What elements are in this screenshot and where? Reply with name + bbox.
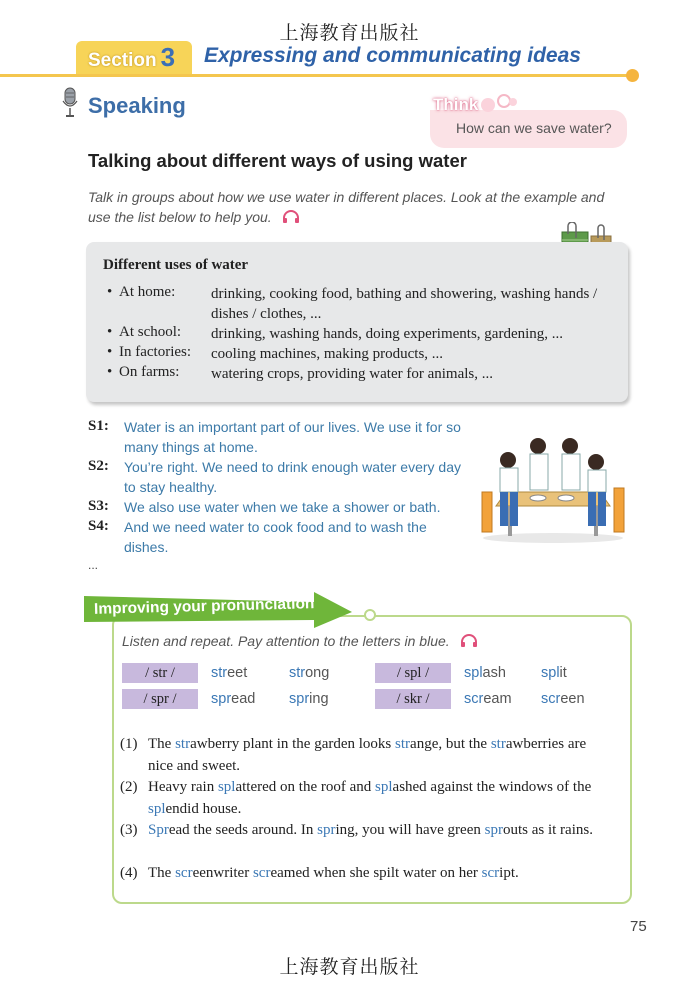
section-label: Section: [88, 50, 157, 71]
uses-place: At home:: [119, 284, 176, 300]
dialogue-line: You’re right. We need to drink enough water every day to stay healthy.: [124, 459, 461, 495]
page-number: 75: [630, 918, 647, 935]
think-label: Think: [433, 95, 479, 114]
uses-text: watering crops, providing water for animals, ...: [211, 366, 494, 382]
dialogue-line: We also use water when we take a shower or bath.: [124, 499, 441, 515]
section-number: 3: [160, 42, 176, 72]
speaker-label: S3:: [88, 498, 109, 514]
practice-sentence: (3) Spread the seeds around. In spring, you will have green sprouts as it rains.: [120, 822, 593, 838]
ellipsis: ...: [88, 558, 99, 572]
students-illustration: [478, 430, 628, 545]
speaker-label: S1:: [88, 418, 109, 434]
dialogue-line: Water is an important part of our lives. We use it for so many things at home.: [124, 419, 461, 455]
headphones-icon[interactable]: [282, 210, 300, 224]
example-word: spread: [211, 691, 256, 707]
speaker-label: S2:: [88, 458, 109, 474]
example-word: screen: [541, 691, 585, 707]
uses-item: • At home: drinking, cooking food, bathing and showering, washing hands / dishes / clothes, ...: [107, 284, 607, 324]
speaker-label: S4:: [88, 518, 109, 534]
sound-chip: / str /: [122, 663, 198, 683]
example-word: splash: [464, 665, 506, 681]
uses-item: • On farms: watering crops, providing water for animals, ...: [107, 364, 607, 384]
dialogue-line: And we need water to cook food and to wash the dishes.: [124, 519, 427, 555]
uses-text: drinking, cooking food, bathing and showering, washing hands / dishes / clothes, ...: [211, 286, 598, 322]
pronunciation-title: Improving your pronunciation: [93, 595, 315, 618]
activity-heading: Talking about different ways of using water: [88, 150, 467, 171]
microphone-icon: [62, 87, 78, 119]
bubbles-icon: [470, 92, 530, 114]
section-title: Expressing and communicating ideas: [204, 44, 581, 67]
speaking-heading: Speaking: [88, 93, 186, 118]
example-word: strong: [289, 665, 330, 681]
activity-instructions: Talk in groups about how we use water in different places. Look at the example and use the list below to help you.: [88, 189, 605, 225]
section-tab: [76, 41, 192, 74]
uses-item: • At school: drinking, washing hands, doing experiments, gardening, ...: [107, 324, 607, 344]
uses-item: • In factories: cooling machines, making products, ...: [107, 344, 607, 364]
headphones-icon[interactable]: [460, 634, 478, 648]
box-ring-icon: [362, 607, 378, 623]
banner-dot: [626, 69, 639, 82]
example-word: spring: [289, 691, 329, 707]
banner-line: [0, 74, 632, 77]
uses-text: cooling machines, making products, ...: [211, 346, 444, 362]
practice-sentence: (1) The strawberry plant in the garden looks strange, but the strawberries are nice and sweet.: [120, 736, 587, 774]
example-word: split: [541, 665, 567, 681]
think-question: How can we save water?: [456, 120, 612, 136]
practice-sentence: (2) Heavy rain splattered on the roof and splashed against the windows of the splendid house.: [120, 779, 592, 817]
sound-chip: / spl /: [375, 663, 451, 683]
uses-place: In factories:: [119, 344, 192, 360]
sound-chip: / skr /: [375, 689, 451, 709]
uses-title: Different uses of water: [103, 257, 249, 273]
pronunciation-instruction: Listen and repeat. Pay attention to the letters in blue.: [122, 633, 478, 649]
uses-text: drinking, washing hands, doing experiments, gardening, ...: [211, 326, 564, 342]
publisher-footer: 上海教育出版社: [279, 956, 420, 978]
example-word: scream: [464, 691, 512, 707]
example-word: street: [211, 665, 248, 681]
practice-sentence: (4) The screenwriter screamed when she spilt water on her script.: [120, 865, 519, 881]
publisher-header: 上海教育出版社: [279, 22, 420, 44]
uses-place: On farms:: [119, 364, 180, 380]
uses-place: At school:: [119, 324, 182, 340]
sound-chip: / spr /: [122, 689, 198, 709]
